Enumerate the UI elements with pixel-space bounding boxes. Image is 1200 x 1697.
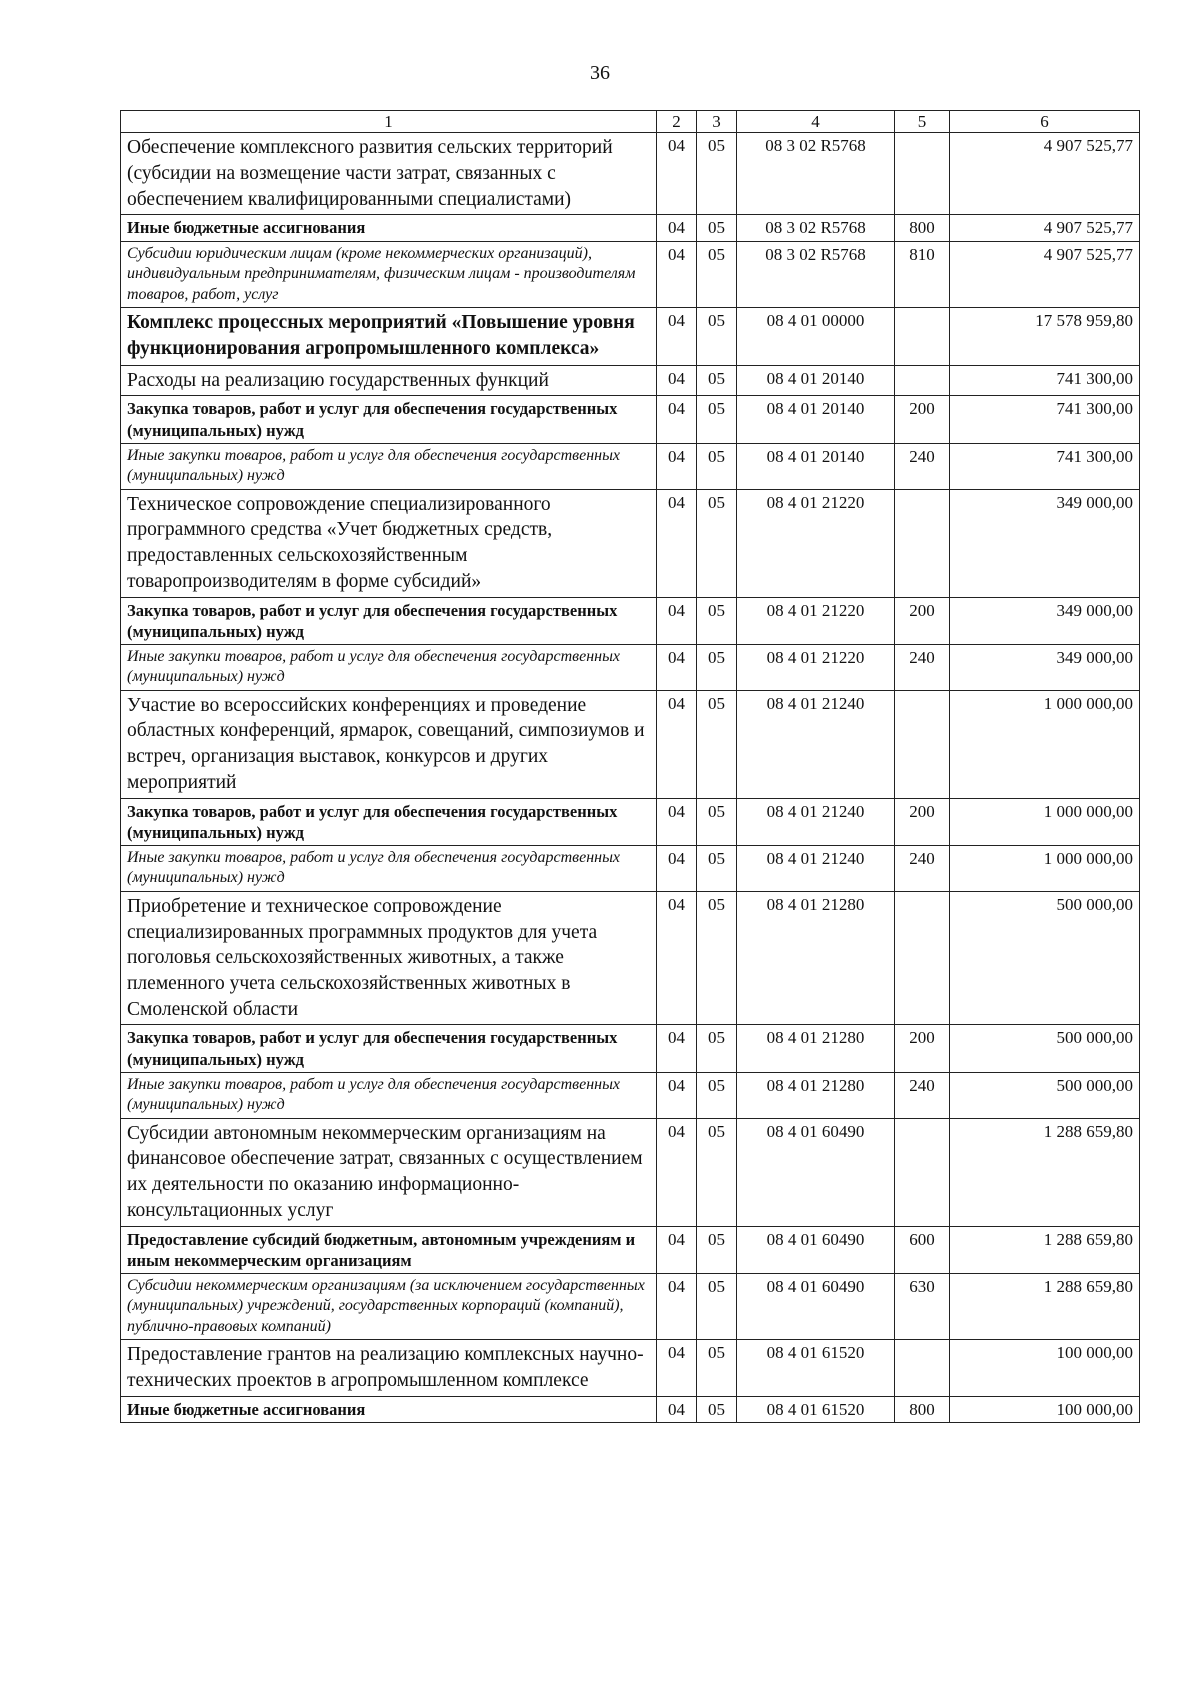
subsection-code-cell: 05 bbox=[697, 1226, 737, 1273]
amount-cell: 4 907 525,77 bbox=[950, 241, 1140, 307]
target-article-cell: 08 4 01 60490 bbox=[737, 1226, 895, 1273]
page-number: 36 bbox=[590, 62, 610, 84]
target-article-cell: 08 4 01 00000 bbox=[737, 308, 895, 366]
expense-type-cell bbox=[895, 891, 950, 1025]
amount-cell: 1 288 659,80 bbox=[950, 1226, 1140, 1273]
row-name-cell: Обеспечение комплексного развития сельских территорий (субсидии на возмещение части затрат, связанных с обеспечением квалифицированными специалистами) bbox=[121, 133, 657, 215]
expense-type-cell: 810 bbox=[895, 241, 950, 307]
table-row bbox=[121, 241, 1140, 307]
subsection-code-cell: 05 bbox=[697, 215, 737, 241]
section-code-cell: 04 bbox=[657, 1396, 697, 1422]
row-name-cell: Комплекс процессных мероприятий «Повышение уровня функционирования агропромышленного комплекса» bbox=[121, 308, 657, 366]
subsection-code-cell: 05 bbox=[697, 1273, 737, 1339]
amount-cell: 1 288 659,80 bbox=[950, 1273, 1140, 1339]
expense-type-cell: 240 bbox=[895, 1072, 950, 1118]
section-code-cell: 04 bbox=[657, 1072, 697, 1118]
row-name-cell: Приобретение и техническое сопровождение специализированных программных продуктов для учета поголовья сельскохозяйственных животных, а также племенного учета сельскохозяйственных животных в Смоленской области bbox=[121, 891, 657, 1025]
section-code-cell: 04 bbox=[657, 365, 697, 396]
row-name-cell: Закупка товаров, работ и услуг для обеспечения государственных (муниципальных) нужд bbox=[121, 597, 657, 644]
amount-cell: 741 300,00 bbox=[950, 443, 1140, 489]
subsection-code-cell: 05 bbox=[697, 1340, 737, 1396]
amount-cell: 500 000,00 bbox=[950, 1025, 1140, 1072]
row-name-cell: Иные закупки товаров, работ и услуг для обеспечения государственных (муниципальных) нужд bbox=[121, 1072, 657, 1118]
expense-type-cell bbox=[895, 690, 950, 798]
column-header: 3 bbox=[697, 111, 737, 133]
column-header: 5 bbox=[895, 111, 950, 133]
table-row bbox=[121, 1226, 1140, 1273]
expense-type-cell: 200 bbox=[895, 396, 950, 443]
subsection-code-cell: 05 bbox=[697, 489, 737, 597]
target-article-cell: 08 4 01 21220 bbox=[737, 597, 895, 644]
row-name-cell: Предоставление субсидий бюджетным, автономным учреждениям и иным некоммерческим организациям bbox=[121, 1226, 657, 1273]
subsection-code-cell: 05 bbox=[697, 396, 737, 443]
expense-type-cell bbox=[895, 489, 950, 597]
section-code-cell: 04 bbox=[657, 1025, 697, 1072]
row-name-cell: Предоставление грантов на реализацию комплексных научно-технических проектов в агропромышленном комплексе bbox=[121, 1340, 657, 1396]
subsection-code-cell: 05 bbox=[697, 690, 737, 798]
target-article-cell: 08 4 01 21220 bbox=[737, 489, 895, 597]
row-name-cell: Иные бюджетные ассигнования bbox=[121, 1396, 657, 1422]
expense-type-cell: 630 bbox=[895, 1273, 950, 1339]
expense-type-cell: 240 bbox=[895, 443, 950, 489]
table-row bbox=[121, 690, 1140, 798]
subsection-code-cell: 05 bbox=[697, 845, 737, 891]
table-row bbox=[121, 1396, 1140, 1422]
subsection-code-cell: 05 bbox=[697, 798, 737, 845]
row-name-cell: Субсидии некоммерческим организациям (за исключением государственных (муниципальных) учреждений, государственных корпораций (компаний), публично-правовых компаний) bbox=[121, 1273, 657, 1339]
expense-type-cell: 240 bbox=[895, 644, 950, 690]
amount-cell: 17 578 959,80 bbox=[950, 308, 1140, 366]
section-code-cell: 04 bbox=[657, 489, 697, 597]
column-header: 6 bbox=[950, 111, 1140, 133]
row-name-cell: Иные бюджетные ассигнования bbox=[121, 215, 657, 241]
table-row bbox=[121, 1072, 1140, 1118]
table-row bbox=[121, 798, 1140, 845]
column-header: 2 bbox=[657, 111, 697, 133]
row-name-cell: Расходы на реализацию государственных функций bbox=[121, 365, 657, 396]
target-article-cell: 08 4 01 20140 bbox=[737, 396, 895, 443]
expense-type-cell bbox=[895, 308, 950, 366]
amount-cell: 349 000,00 bbox=[950, 644, 1140, 690]
row-name-cell: Субсидии автономным некоммерческим организациям на финансовое обеспечение затрат, связанных с осуществлением их деятельности по оказанию информационно-консультационных услуг bbox=[121, 1118, 657, 1226]
target-article-cell: 08 4 01 21280 bbox=[737, 1072, 895, 1118]
section-code-cell: 04 bbox=[657, 215, 697, 241]
section-code-cell: 04 bbox=[657, 133, 697, 215]
subsection-code-cell: 05 bbox=[697, 891, 737, 1025]
table-row bbox=[121, 644, 1140, 690]
amount-cell: 500 000,00 bbox=[950, 1072, 1140, 1118]
target-article-cell: 08 4 01 21240 bbox=[737, 845, 895, 891]
target-article-cell: 08 4 01 60490 bbox=[737, 1118, 895, 1226]
table-row bbox=[121, 845, 1140, 891]
table-row bbox=[121, 443, 1140, 489]
table-row bbox=[121, 133, 1140, 215]
amount-cell: 1 000 000,00 bbox=[950, 798, 1140, 845]
column-header: 4 bbox=[737, 111, 895, 133]
table-row bbox=[121, 1118, 1140, 1226]
expense-type-cell bbox=[895, 365, 950, 396]
column-number-header-row bbox=[121, 111, 1140, 133]
amount-cell: 4 907 525,77 bbox=[950, 133, 1140, 215]
table-row bbox=[121, 1340, 1140, 1396]
section-code-cell: 04 bbox=[657, 891, 697, 1025]
section-code-cell: 04 bbox=[657, 644, 697, 690]
target-article-cell: 08 4 01 21280 bbox=[737, 891, 895, 1025]
target-article-cell: 08 4 01 21240 bbox=[737, 798, 895, 845]
amount-cell: 1 288 659,80 bbox=[950, 1118, 1140, 1226]
budget-table bbox=[120, 110, 1140, 1423]
table-row bbox=[121, 365, 1140, 396]
table-row bbox=[121, 891, 1140, 1025]
amount-cell: 741 300,00 bbox=[950, 365, 1140, 396]
expense-type-cell: 200 bbox=[895, 597, 950, 644]
table-row bbox=[121, 308, 1140, 366]
target-article-cell: 08 4 01 20140 bbox=[737, 443, 895, 489]
expense-type-cell: 200 bbox=[895, 798, 950, 845]
subsection-code-cell: 05 bbox=[697, 133, 737, 215]
row-name-cell: Закупка товаров, работ и услуг для обеспечения государственных (муниципальных) нужд bbox=[121, 1025, 657, 1072]
target-article-cell: 08 4 01 21280 bbox=[737, 1025, 895, 1072]
section-code-cell: 04 bbox=[657, 1226, 697, 1273]
row-name-cell: Иные закупки товаров, работ и услуг для обеспечения государственных (муниципальных) нужд bbox=[121, 845, 657, 891]
row-name-cell: Закупка товаров, работ и услуг для обеспечения государственных (муниципальных) нужд bbox=[121, 798, 657, 845]
subsection-code-cell: 05 bbox=[697, 597, 737, 644]
target-article-cell: 08 3 02 R5768 bbox=[737, 241, 895, 307]
section-code-cell: 04 bbox=[657, 1340, 697, 1396]
amount-cell: 100 000,00 bbox=[950, 1396, 1140, 1422]
expense-type-cell bbox=[895, 1340, 950, 1396]
amount-cell: 1 000 000,00 bbox=[950, 690, 1140, 798]
target-article-cell: 08 4 01 20140 bbox=[737, 365, 895, 396]
section-code-cell: 04 bbox=[657, 241, 697, 307]
section-code-cell: 04 bbox=[657, 597, 697, 644]
row-name-cell: Субсидии юридическим лицам (кроме некоммерческих организаций), индивидуальным предпринимателям, физическим лицам - производителям товаров, работ, услуг bbox=[121, 241, 657, 307]
section-code-cell: 04 bbox=[657, 443, 697, 489]
expense-type-cell: 240 bbox=[895, 845, 950, 891]
expense-type-cell bbox=[895, 133, 950, 215]
target-article-cell: 08 3 02 R5768 bbox=[737, 215, 895, 241]
subsection-code-cell: 05 bbox=[697, 644, 737, 690]
section-code-cell: 04 bbox=[657, 798, 697, 845]
row-name-cell: Иные закупки товаров, работ и услуг для обеспечения государственных (муниципальных) нужд bbox=[121, 443, 657, 489]
amount-cell: 349 000,00 bbox=[950, 489, 1140, 597]
amount-cell: 4 907 525,77 bbox=[950, 215, 1140, 241]
table-row bbox=[121, 597, 1140, 644]
row-name-cell: Иные закупки товаров, работ и услуг для обеспечения государственных (муниципальных) нужд bbox=[121, 644, 657, 690]
subsection-code-cell: 05 bbox=[697, 1118, 737, 1226]
table-row bbox=[121, 396, 1140, 443]
row-name-cell: Участие во всероссийских конференциях и проведение областных конференций, ярмарок, совещаний, симпозиумов и встреч, организация выставок, конкурсов и других мероприятий bbox=[121, 690, 657, 798]
table-row bbox=[121, 215, 1140, 241]
target-article-cell: 08 4 01 61520 bbox=[737, 1340, 895, 1396]
amount-cell: 100 000,00 bbox=[950, 1340, 1140, 1396]
target-article-cell: 08 4 01 21240 bbox=[737, 690, 895, 798]
expense-type-cell: 200 bbox=[895, 1025, 950, 1072]
subsection-code-cell: 05 bbox=[697, 443, 737, 489]
table-row bbox=[121, 489, 1140, 597]
target-article-cell: 08 3 02 R5768 bbox=[737, 133, 895, 215]
section-code-cell: 04 bbox=[657, 1273, 697, 1339]
section-code-cell: 04 bbox=[657, 845, 697, 891]
expense-type-cell: 600 bbox=[895, 1226, 950, 1273]
subsection-code-cell: 05 bbox=[697, 1025, 737, 1072]
expense-type-cell bbox=[895, 1118, 950, 1226]
section-code-cell: 04 bbox=[657, 690, 697, 798]
amount-cell: 500 000,00 bbox=[950, 891, 1140, 1025]
subsection-code-cell: 05 bbox=[697, 365, 737, 396]
expense-type-cell: 800 bbox=[895, 1396, 950, 1422]
subsection-code-cell: 05 bbox=[697, 241, 737, 307]
amount-cell: 349 000,00 bbox=[950, 597, 1140, 644]
column-header: 1 bbox=[121, 111, 657, 133]
subsection-code-cell: 05 bbox=[697, 308, 737, 366]
subsection-code-cell: 05 bbox=[697, 1396, 737, 1422]
row-name-cell: Техническое сопровождение специализированного программного средства «Учет бюджетных средств, предоставленных сельскохозяйственным товаропроизводителям в форме субсидий» bbox=[121, 489, 657, 597]
section-code-cell: 04 bbox=[657, 1118, 697, 1226]
target-article-cell: 08 4 01 61520 bbox=[737, 1396, 895, 1422]
budget-table-body bbox=[121, 133, 1140, 1423]
table-row bbox=[121, 1025, 1140, 1072]
amount-cell: 741 300,00 bbox=[950, 396, 1140, 443]
row-name-cell: Закупка товаров, работ и услуг для обеспечения государственных (муниципальных) нужд bbox=[121, 396, 657, 443]
target-article-cell: 08 4 01 21220 bbox=[737, 644, 895, 690]
expense-type-cell: 800 bbox=[895, 215, 950, 241]
table-row bbox=[121, 1273, 1140, 1339]
subsection-code-cell: 05 bbox=[697, 1072, 737, 1118]
section-code-cell: 04 bbox=[657, 396, 697, 443]
amount-cell: 1 000 000,00 bbox=[950, 845, 1140, 891]
target-article-cell: 08 4 01 60490 bbox=[737, 1273, 895, 1339]
section-code-cell: 04 bbox=[657, 308, 697, 366]
